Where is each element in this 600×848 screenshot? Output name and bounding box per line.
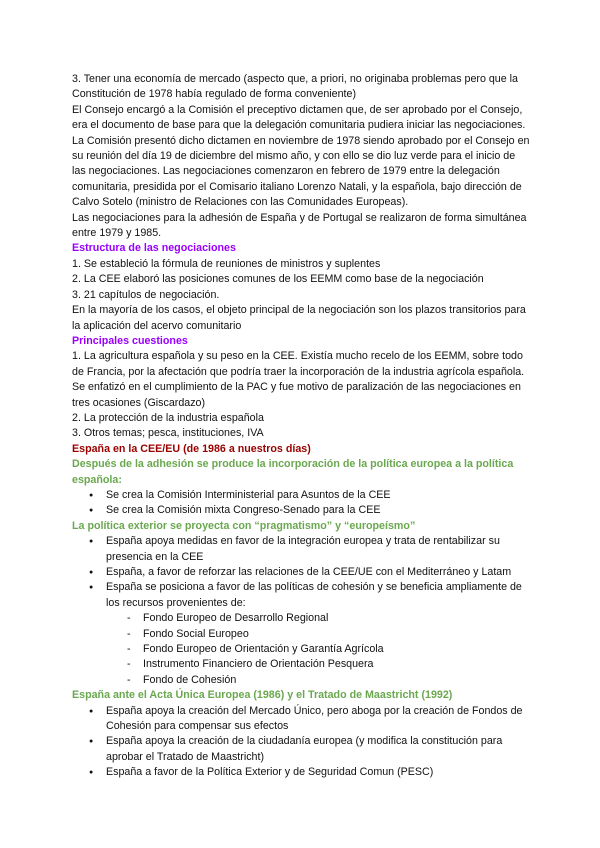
heading-cee-eu: España en la CEE/EU (de 1986 a nuestros días) (72, 442, 311, 455)
list-item: ● España apoya la creación de la ciudadanía europea (y modifica la constitución para aprobar el Tratado de Maastricht) (106, 734, 530, 765)
cuestiones-item: 2. La protección de la industria española (72, 411, 264, 424)
heading-cuestiones: Principales cuestiones (72, 334, 188, 347)
heading-acta-unica: España ante el Acta Única Europea (1986) y el Tratado de Maastricht (1992) (72, 689, 453, 702)
list-item: ● España apoya la creación del Mercado Único, pero aboga por la creación de Fondos de Cohesión para compensar sus efectos (106, 704, 530, 735)
estructura-item: 3. 21 capítulos de negociación. (72, 288, 220, 301)
intro-paragraph-1: El Consejo encargó a la Comisión el preceptivo dictamen que, de ser aprobado por el Consejo, era el documento de base para que la delegación comunitaria pudiera iniciar las negociaciones. La Comisión presentó dicho dictamen en noviembre de 1978 siendo aprobado por el Consejo en su reunión del día 19 de diciembre del mismo año, y con ello se dio luz verde para el inicio de las negociaciones. Las negociaciones comenzaron en febrero de 1979 entre la delegación comunitaria, presidida por el Comisario italiano Lorenzo Natali, y la española, bajo dirección de Calvo Sotelo (ministro de Relaciones con las Comunidades Europeas). (72, 103, 530, 209)
heading-estructura: Estructura de las negociaciones (72, 242, 236, 255)
estructura-item: 1. Se estableció la fórmula de reuniones de ministros y suplentes (72, 257, 381, 270)
intro-paragraph-2: Las negociaciones para la adhesión de España y de Portugal se realizaron de forma simultánea entre 1979 y 1985. (72, 211, 527, 240)
fondo-item: - Fondo de Cohesión (143, 673, 530, 688)
estructura-item: 2. La CEE elaboró las posiciones comunes de los EEMM como base de la negociación (72, 273, 484, 286)
adhesion-list (72, 488, 530, 519)
cuestiones-item: 1. La agricultura española y su peso en la CEE. Existía mucho recelo de los EEMM, sobre todo de Francia, por la afectación que podría traer la incorporación de la industria agrícola española. Se enfatizó en el cumplimiento de la PAC y fue motivo de paralización de las negociaciones en tres ocasiones (Giscardazo) (72, 350, 525, 409)
list-item (106, 580, 530, 688)
list-item: ● Se crea la Comisión mixta Congreso-Senado para la CEE (106, 503, 530, 518)
exterior-list (72, 534, 530, 688)
intro-item-3: 3. Tener una economía de mercado (aspecto que, a priori, no originaba problemas pero que la Constitución de 1978 había regulado de forma conveniente) (72, 73, 518, 101)
fondo-item: - Fondo Europeo de Desarrollo Regional (143, 611, 530, 626)
fondos-list (106, 611, 530, 688)
list-item: ● España, a favor de reforzar las relaciones de la CEE/UE con el Mediterráneo y Latam (106, 565, 530, 580)
list-item: ● Se crea la Comisión Interministerial para Asuntos de la CEE (106, 488, 530, 503)
estructura-paragraph: En la mayoría de los casos, el objeto principal de la negociación son los plazos transitorios para la aplicación del acervo comunitario (72, 304, 526, 332)
heading-politica-exterior: La política exterior se proyecta con “pragmatismo” y “europeísmo” (72, 519, 416, 532)
fondo-item: - Instrumento Financiero de Orientación Pesquera (143, 657, 530, 672)
list-item: ● España apoya medidas en favor de la integración europea y trata de rentabilizar su presencia en la CEE (106, 534, 530, 565)
list-item-text: España se posiciona a favor de las políticas de cohesión y se beneficia ampliamente de los recursos provenientes de: (106, 581, 522, 609)
fondo-item: - Fondo Social Europeo (143, 627, 530, 642)
fondo-item: - Fondo Europeo de Orientación y Garantía Agrícola (143, 642, 530, 657)
document-page (72, 72, 530, 781)
cuestiones-item: 3. Otros temas; pesca, instituciones, IVA (72, 427, 264, 440)
acta-list (72, 704, 530, 781)
list-item: ● España a favor de la Política Exterior y de Seguridad Comun (PESC) (106, 765, 530, 780)
heading-adhesion: Después de la adhesión se produce la incorporación de la política europea a la política española: (72, 458, 514, 486)
